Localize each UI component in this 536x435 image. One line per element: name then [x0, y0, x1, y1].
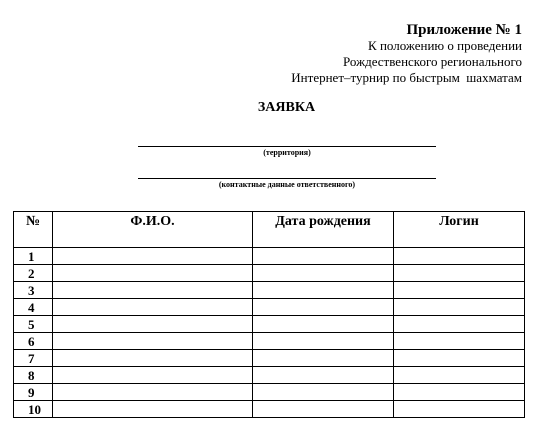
- row-number: 5: [14, 316, 53, 333]
- contact-caption: (контактные данные ответственного): [218, 180, 356, 189]
- birth-date-cell[interactable]: [253, 265, 394, 282]
- table-row: [14, 248, 525, 265]
- birth-date-cell[interactable]: [253, 401, 394, 418]
- table-row: [14, 316, 525, 333]
- login-cell[interactable]: [394, 350, 525, 367]
- row-number: 2: [14, 265, 53, 282]
- name-cell[interactable]: [53, 384, 253, 401]
- name-cell[interactable]: [53, 299, 253, 316]
- name-cell[interactable]: [53, 367, 253, 384]
- participants-table: [13, 211, 525, 418]
- row-number: 3: [14, 282, 53, 299]
- row-number: 6: [14, 333, 53, 350]
- name-cell[interactable]: [53, 333, 253, 350]
- territory-caption: (территория): [263, 148, 311, 157]
- table-row: [14, 299, 525, 316]
- birth-date-cell[interactable]: [253, 282, 394, 299]
- table-row: [14, 384, 525, 401]
- header-full-name: Ф.И.О.: [53, 212, 253, 248]
- login-cell[interactable]: [394, 282, 525, 299]
- table-row: [14, 401, 525, 418]
- table-body: [14, 248, 525, 418]
- login-cell[interactable]: [394, 384, 525, 401]
- name-cell[interactable]: [53, 401, 253, 418]
- row-number: 7: [14, 350, 53, 367]
- table-row: [14, 265, 525, 282]
- header-login: Логин: [394, 212, 525, 248]
- name-cell[interactable]: [53, 282, 253, 299]
- table-row: [14, 367, 525, 384]
- login-cell[interactable]: [394, 265, 525, 282]
- table-row: [14, 350, 525, 367]
- row-number: 9: [14, 384, 53, 401]
- contact-fill-line[interactable]: [138, 178, 436, 179]
- login-cell[interactable]: [394, 401, 525, 418]
- birth-date-cell[interactable]: [253, 350, 394, 367]
- name-cell[interactable]: [53, 316, 253, 333]
- login-cell[interactable]: [394, 333, 525, 350]
- login-cell[interactable]: [394, 299, 525, 316]
- login-cell[interactable]: [394, 367, 525, 384]
- table-header-row: [14, 212, 525, 248]
- appendix-line-1: К положению о проведении: [368, 38, 522, 53]
- name-cell[interactable]: [53, 248, 253, 265]
- birth-date-cell[interactable]: [253, 299, 394, 316]
- appendix-title: Приложение № 1: [406, 22, 522, 38]
- row-number: 10: [14, 401, 53, 418]
- appendix-line-2: Рождественского регионального: [343, 54, 522, 69]
- appendix-header: [291, 22, 522, 86]
- birth-date-cell[interactable]: [253, 333, 394, 350]
- birth-date-cell[interactable]: [253, 384, 394, 401]
- appendix-line-3: Интернет–турнир по быстрым шахматам: [291, 70, 522, 85]
- document-title: ЗАЯВКА: [257, 100, 316, 115]
- table-row: [14, 282, 525, 299]
- name-cell[interactable]: [53, 350, 253, 367]
- table-row: [14, 333, 525, 350]
- row-number: 4: [14, 299, 53, 316]
- birth-date-cell[interactable]: [253, 248, 394, 265]
- territory-fill-line[interactable]: [138, 146, 436, 147]
- birth-date-cell[interactable]: [253, 367, 394, 384]
- row-number: 8: [14, 367, 53, 384]
- birth-date-cell[interactable]: [253, 316, 394, 333]
- header-number: №: [14, 212, 53, 248]
- row-number: 1: [14, 248, 53, 265]
- login-cell[interactable]: [394, 316, 525, 333]
- login-cell[interactable]: [394, 248, 525, 265]
- header-birth-date: Дата рождения: [253, 212, 394, 248]
- name-cell[interactable]: [53, 265, 253, 282]
